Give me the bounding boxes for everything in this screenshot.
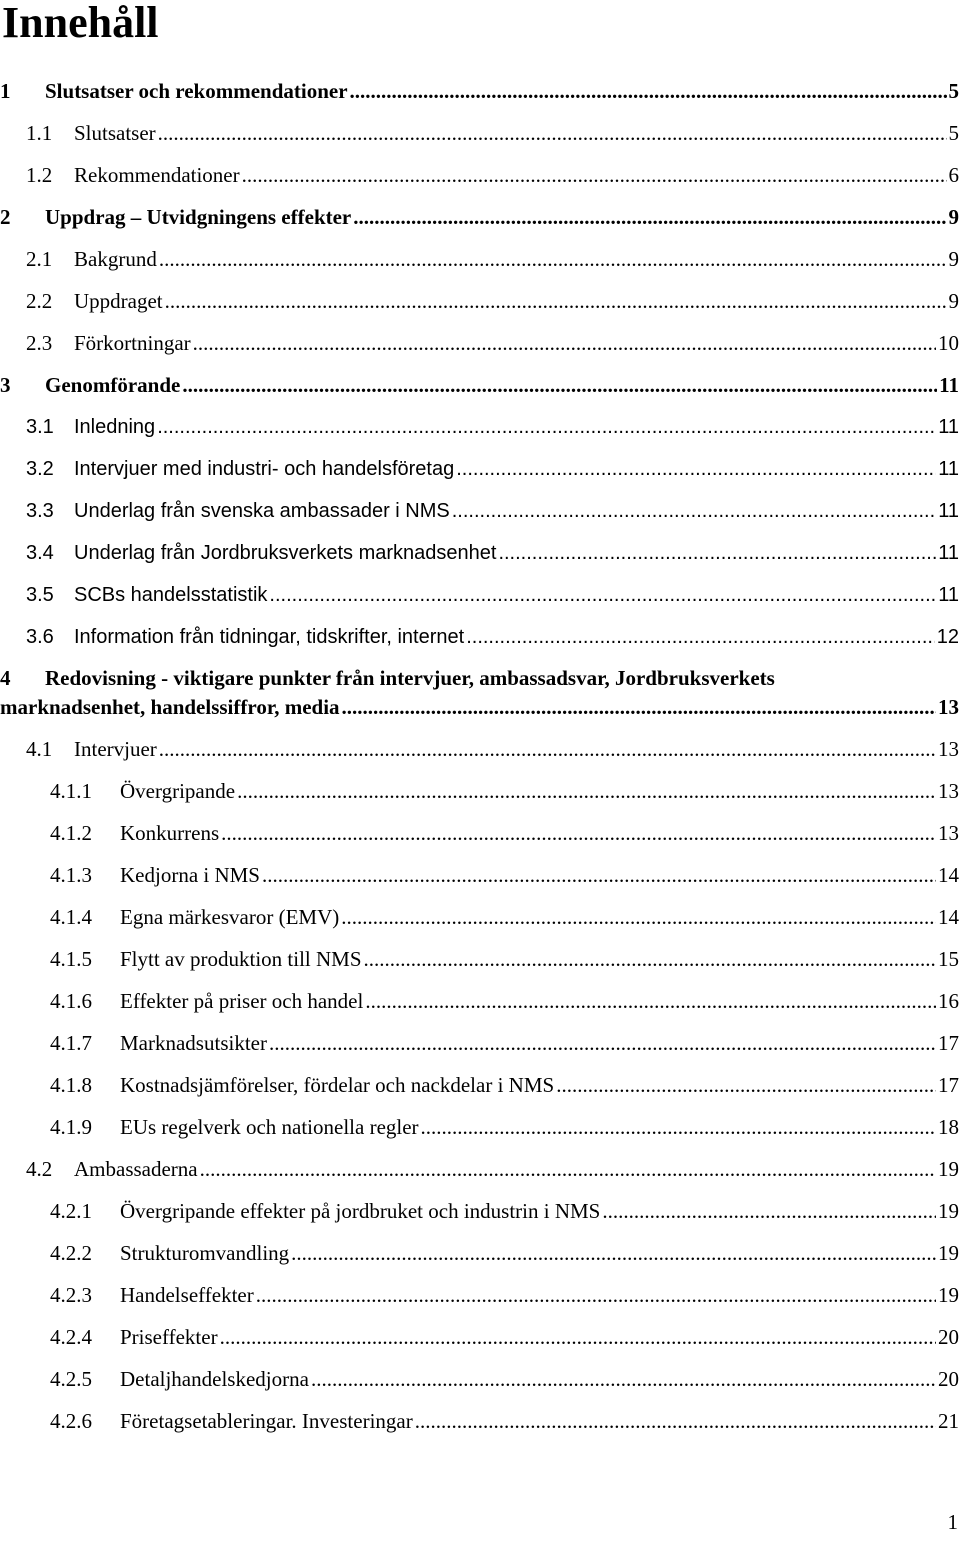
toc-entry-page: 9 bbox=[948, 247, 959, 271]
toc-entry-page: 5 bbox=[948, 121, 959, 145]
toc-entry-number: 1 bbox=[0, 79, 11, 103]
toc-entry-page: 15 bbox=[938, 947, 959, 971]
toc-entry-page: 14 bbox=[938, 905, 959, 929]
toc-entry-number: 3.1 bbox=[26, 416, 54, 438]
toc-leader-dots bbox=[365, 980, 936, 1022]
toc-entry-label: Övergripande effekter på jordbruket och industrin i NMS bbox=[120, 1199, 601, 1223]
toc-entry[interactable] bbox=[0, 1064, 960, 1106]
toc-entry[interactable] bbox=[0, 938, 960, 980]
toc-entry-label: Effekter på priser och handel bbox=[120, 989, 364, 1013]
toc-entry-label: Intervjuer med industri- och handelsföretag bbox=[74, 458, 455, 480]
page-number: 1 bbox=[947, 1510, 958, 1534]
toc-leader-dots bbox=[456, 448, 936, 490]
toc-entry-label: Intervjuer bbox=[74, 737, 157, 761]
toc-entry-number: 2.2 bbox=[26, 289, 53, 313]
toc-entry-page: 19 bbox=[938, 1157, 959, 1181]
toc-leader-dots bbox=[291, 1232, 936, 1274]
toc-leader-dots bbox=[158, 112, 947, 154]
toc-leader-dots bbox=[269, 1022, 936, 1064]
toc-entry-label: Ambassaderna bbox=[74, 1157, 198, 1181]
toc-entry[interactable] bbox=[0, 812, 960, 854]
toc-leader-dots bbox=[556, 1064, 936, 1106]
toc-leader-dots bbox=[602, 1190, 936, 1232]
toc-leader-dots bbox=[262, 854, 936, 896]
toc-entry-number: 4.1.9 bbox=[50, 1115, 92, 1139]
toc-entry-number: 4.1.8 bbox=[50, 1073, 92, 1097]
toc-entry-number: 2.3 bbox=[26, 331, 53, 355]
toc-entry-number: 4.2.4 bbox=[50, 1325, 92, 1349]
toc-entry[interactable] bbox=[0, 1316, 960, 1358]
toc-leader-dots bbox=[466, 616, 935, 658]
toc-entry-label: Redovisning - viktigare punkter från intervjuer, ambassadsvar, Jordbruksverkets bbox=[45, 666, 775, 690]
toc-entry-label: Strukturomvandling bbox=[120, 1241, 290, 1265]
toc-entry[interactable] bbox=[0, 616, 960, 658]
toc-entry-number: 4.1.5 bbox=[50, 947, 92, 971]
toc-entry-label: Företagsetableringar. Investeringar bbox=[120, 1409, 413, 1433]
toc-leader-dots bbox=[157, 406, 936, 448]
toc-entry-number: 4.2.6 bbox=[50, 1409, 92, 1433]
toc-entry[interactable] bbox=[0, 574, 960, 616]
toc-entry-page: 16 bbox=[938, 989, 959, 1013]
toc-entry[interactable] bbox=[0, 728, 960, 770]
toc-entry-label: Detaljhandelskedjorna bbox=[120, 1367, 309, 1391]
toc-entry[interactable] bbox=[0, 70, 960, 112]
toc-entry-number: 3.5 bbox=[26, 584, 54, 606]
toc-entry-label: Handelseffekter bbox=[120, 1283, 254, 1307]
toc-entry-page: 20 bbox=[938, 1367, 959, 1391]
toc-leader-dots bbox=[364, 938, 936, 980]
toc-entry-number: 4.1.7 bbox=[50, 1031, 92, 1055]
toc-entry-label: Konkurrens bbox=[120, 821, 220, 845]
toc-entry-label: Kostnadsjämförelser, fördelar och nackdelar i NMS bbox=[120, 1073, 555, 1097]
toc-entry-number: 3.3 bbox=[26, 500, 54, 522]
toc-entry-label: Priseffekter bbox=[120, 1325, 218, 1349]
toc-entry-page: 17 bbox=[938, 1031, 959, 1055]
toc-entry[interactable] bbox=[0, 406, 960, 448]
toc-leader-dots bbox=[353, 196, 946, 238]
toc-entry[interactable] bbox=[0, 658, 960, 728]
toc-leader-dots bbox=[242, 154, 947, 196]
toc-entry-number: 4.1.6 bbox=[50, 989, 92, 1013]
toc-leader-dots bbox=[159, 238, 947, 280]
toc-entry-page: 20 bbox=[938, 1325, 959, 1349]
toc-entry-page: 6 bbox=[948, 163, 959, 187]
toc-entry-label: Uppdraget bbox=[74, 289, 163, 313]
toc-entry-number: 4.2.1 bbox=[50, 1199, 92, 1223]
toc-entry[interactable] bbox=[0, 1106, 960, 1148]
toc-entry-label: Slutsatser bbox=[74, 121, 156, 145]
toc-entry-number: 4.1.1 bbox=[50, 779, 92, 803]
toc-leader-dots bbox=[350, 70, 947, 112]
toc-entry[interactable] bbox=[0, 854, 960, 896]
toc-entry-page: 12 bbox=[936, 626, 959, 648]
toc-entry-number: 2.1 bbox=[26, 247, 53, 271]
toc-entry-label: Övergripande bbox=[120, 779, 236, 803]
toc-entry[interactable] bbox=[0, 1148, 960, 1190]
toc-entry-page: 10 bbox=[938, 331, 959, 355]
toc-entry-number: 4.1.4 bbox=[50, 905, 92, 929]
toc-entry[interactable] bbox=[0, 112, 960, 154]
toc-entry-page: 19 bbox=[938, 1283, 959, 1307]
toc-entry-label: Slutsatser och rekommendationer bbox=[45, 79, 348, 103]
toc-entry-label: Bakgrund bbox=[74, 247, 157, 271]
toc-entry[interactable] bbox=[0, 896, 960, 938]
toc-entry-number: 1.2 bbox=[26, 163, 53, 187]
toc-entry-number: 4.2.5 bbox=[50, 1367, 92, 1391]
toc-entry-label: Kedjorna i NMS bbox=[120, 863, 260, 887]
toc-leader-dots bbox=[256, 1274, 936, 1316]
toc-entry[interactable] bbox=[0, 980, 960, 1022]
toc-entry[interactable] bbox=[0, 1022, 960, 1064]
toc-entry[interactable] bbox=[0, 1400, 960, 1442]
toc-leader-dots bbox=[421, 1106, 936, 1148]
toc-entry-label: Flytt av produktion till NMS bbox=[120, 947, 362, 971]
toc-entry[interactable] bbox=[0, 448, 960, 490]
toc-entry-number: 3.4 bbox=[26, 542, 54, 564]
toc-entry-label: Egna märkesvaror (EMV) bbox=[120, 905, 340, 929]
toc-leader-dots bbox=[498, 532, 936, 574]
toc-leader-dots bbox=[193, 322, 936, 364]
toc-entry-page: 13 bbox=[938, 821, 959, 845]
toc-entry-label-continued: marknadsenhet, handelssiffror, media bbox=[0, 695, 340, 719]
toc-leader-dots bbox=[159, 728, 936, 770]
toc-entry[interactable] bbox=[0, 490, 960, 532]
toc-entry-number: 3 bbox=[0, 373, 11, 397]
toc-entry-page: 13 bbox=[938, 779, 959, 803]
toc-entry[interactable] bbox=[0, 532, 960, 574]
toc-leader-dots bbox=[341, 896, 936, 938]
toc-entry-page: 5 bbox=[948, 79, 959, 103]
toc-entry[interactable] bbox=[0, 1190, 960, 1232]
toc-entry-page: 19 bbox=[938, 1241, 959, 1265]
toc-entry-label: Genomförande bbox=[45, 373, 181, 397]
toc-leader-dots bbox=[415, 1400, 936, 1442]
toc-entry-number: 4.1.2 bbox=[50, 821, 92, 845]
toc-entry-number: 4.1.3 bbox=[50, 863, 92, 887]
toc-leader-dots bbox=[311, 1358, 936, 1400]
toc-entry-number: 4.2 bbox=[26, 1157, 53, 1181]
toc-entry-page: 11 bbox=[938, 584, 959, 606]
toc-leader-dots bbox=[237, 770, 936, 812]
toc-entry-label: Inledning bbox=[74, 416, 156, 438]
toc-leader-dots bbox=[200, 1148, 936, 1190]
toc-entry-number: 4.1 bbox=[26, 737, 53, 761]
toc-entry-page: 9 bbox=[948, 205, 959, 229]
toc-leader-dots bbox=[220, 1316, 936, 1358]
toc-entry-page: 11 bbox=[938, 500, 959, 522]
toc-entry[interactable] bbox=[0, 364, 960, 406]
toc-leader-dots bbox=[342, 693, 936, 722]
toc-entry-number: 2 bbox=[0, 205, 11, 229]
toc-entry-number: 4 bbox=[0, 666, 11, 690]
toc-entry-label: Marknadsutsikter bbox=[120, 1031, 267, 1055]
toc-entry[interactable] bbox=[0, 1274, 960, 1316]
toc-entry[interactable] bbox=[0, 1232, 960, 1274]
toc-entry-label: SCBs handelsstatistik bbox=[74, 584, 268, 606]
toc-entry[interactable] bbox=[0, 280, 960, 322]
toc-entry-label: Förkortningar bbox=[74, 331, 191, 355]
toc-entry-page: 18 bbox=[938, 1115, 959, 1139]
toc-entry-label: Rekommendationer bbox=[74, 163, 240, 187]
toc-entry-page: 11 bbox=[938, 416, 959, 438]
toc-entry-number: 3.2 bbox=[26, 458, 54, 480]
page-title: Innehåll bbox=[2, 0, 159, 47]
toc-entry-label: EUs regelverk och nationella regler bbox=[120, 1115, 419, 1139]
toc-entry-page: 11 bbox=[938, 542, 959, 564]
toc-entry-page: 14 bbox=[938, 863, 959, 887]
toc-leader-dots bbox=[221, 812, 936, 854]
toc-entry[interactable] bbox=[0, 238, 960, 280]
toc-entry[interactable] bbox=[0, 1358, 960, 1400]
toc-entry-number: 1.1 bbox=[26, 121, 53, 145]
toc-entry-number: 4.2.3 bbox=[50, 1283, 92, 1307]
table-of-contents bbox=[0, 70, 960, 1442]
toc-leader-dots bbox=[452, 490, 937, 532]
toc-entry[interactable] bbox=[0, 154, 960, 196]
toc-entry-label: Underlag från svenska ambassader i NMS bbox=[74, 500, 450, 522]
toc-entry-page: 13 bbox=[938, 737, 959, 761]
toc-entry-label: Information från tidningar, tidskrifter, internet bbox=[74, 626, 465, 648]
toc-entry-page: 13 bbox=[938, 695, 959, 719]
toc-leader-dots bbox=[165, 280, 947, 322]
toc-entry-page: 19 bbox=[938, 1199, 959, 1223]
toc-entry[interactable] bbox=[0, 322, 960, 364]
toc-entry-page: 11 bbox=[938, 458, 959, 480]
toc-entry[interactable] bbox=[0, 770, 960, 812]
toc-entry-page: 11 bbox=[939, 373, 959, 397]
toc-entry-page: 17 bbox=[938, 1073, 959, 1097]
toc-entry-label: Uppdrag – Utvidgningens effekter bbox=[45, 205, 352, 229]
toc-leader-dots bbox=[182, 364, 937, 406]
toc-entry-page: 9 bbox=[948, 289, 959, 313]
toc-entry-number: 3.6 bbox=[26, 626, 54, 648]
toc-entry-page: 21 bbox=[938, 1409, 959, 1433]
toc-entry-label: Underlag från Jordbruksverkets marknadsenhet bbox=[74, 542, 497, 564]
toc-leader-dots bbox=[269, 574, 936, 616]
toc-entry-number: 4.2.2 bbox=[50, 1241, 92, 1265]
toc-entry[interactable] bbox=[0, 196, 960, 238]
